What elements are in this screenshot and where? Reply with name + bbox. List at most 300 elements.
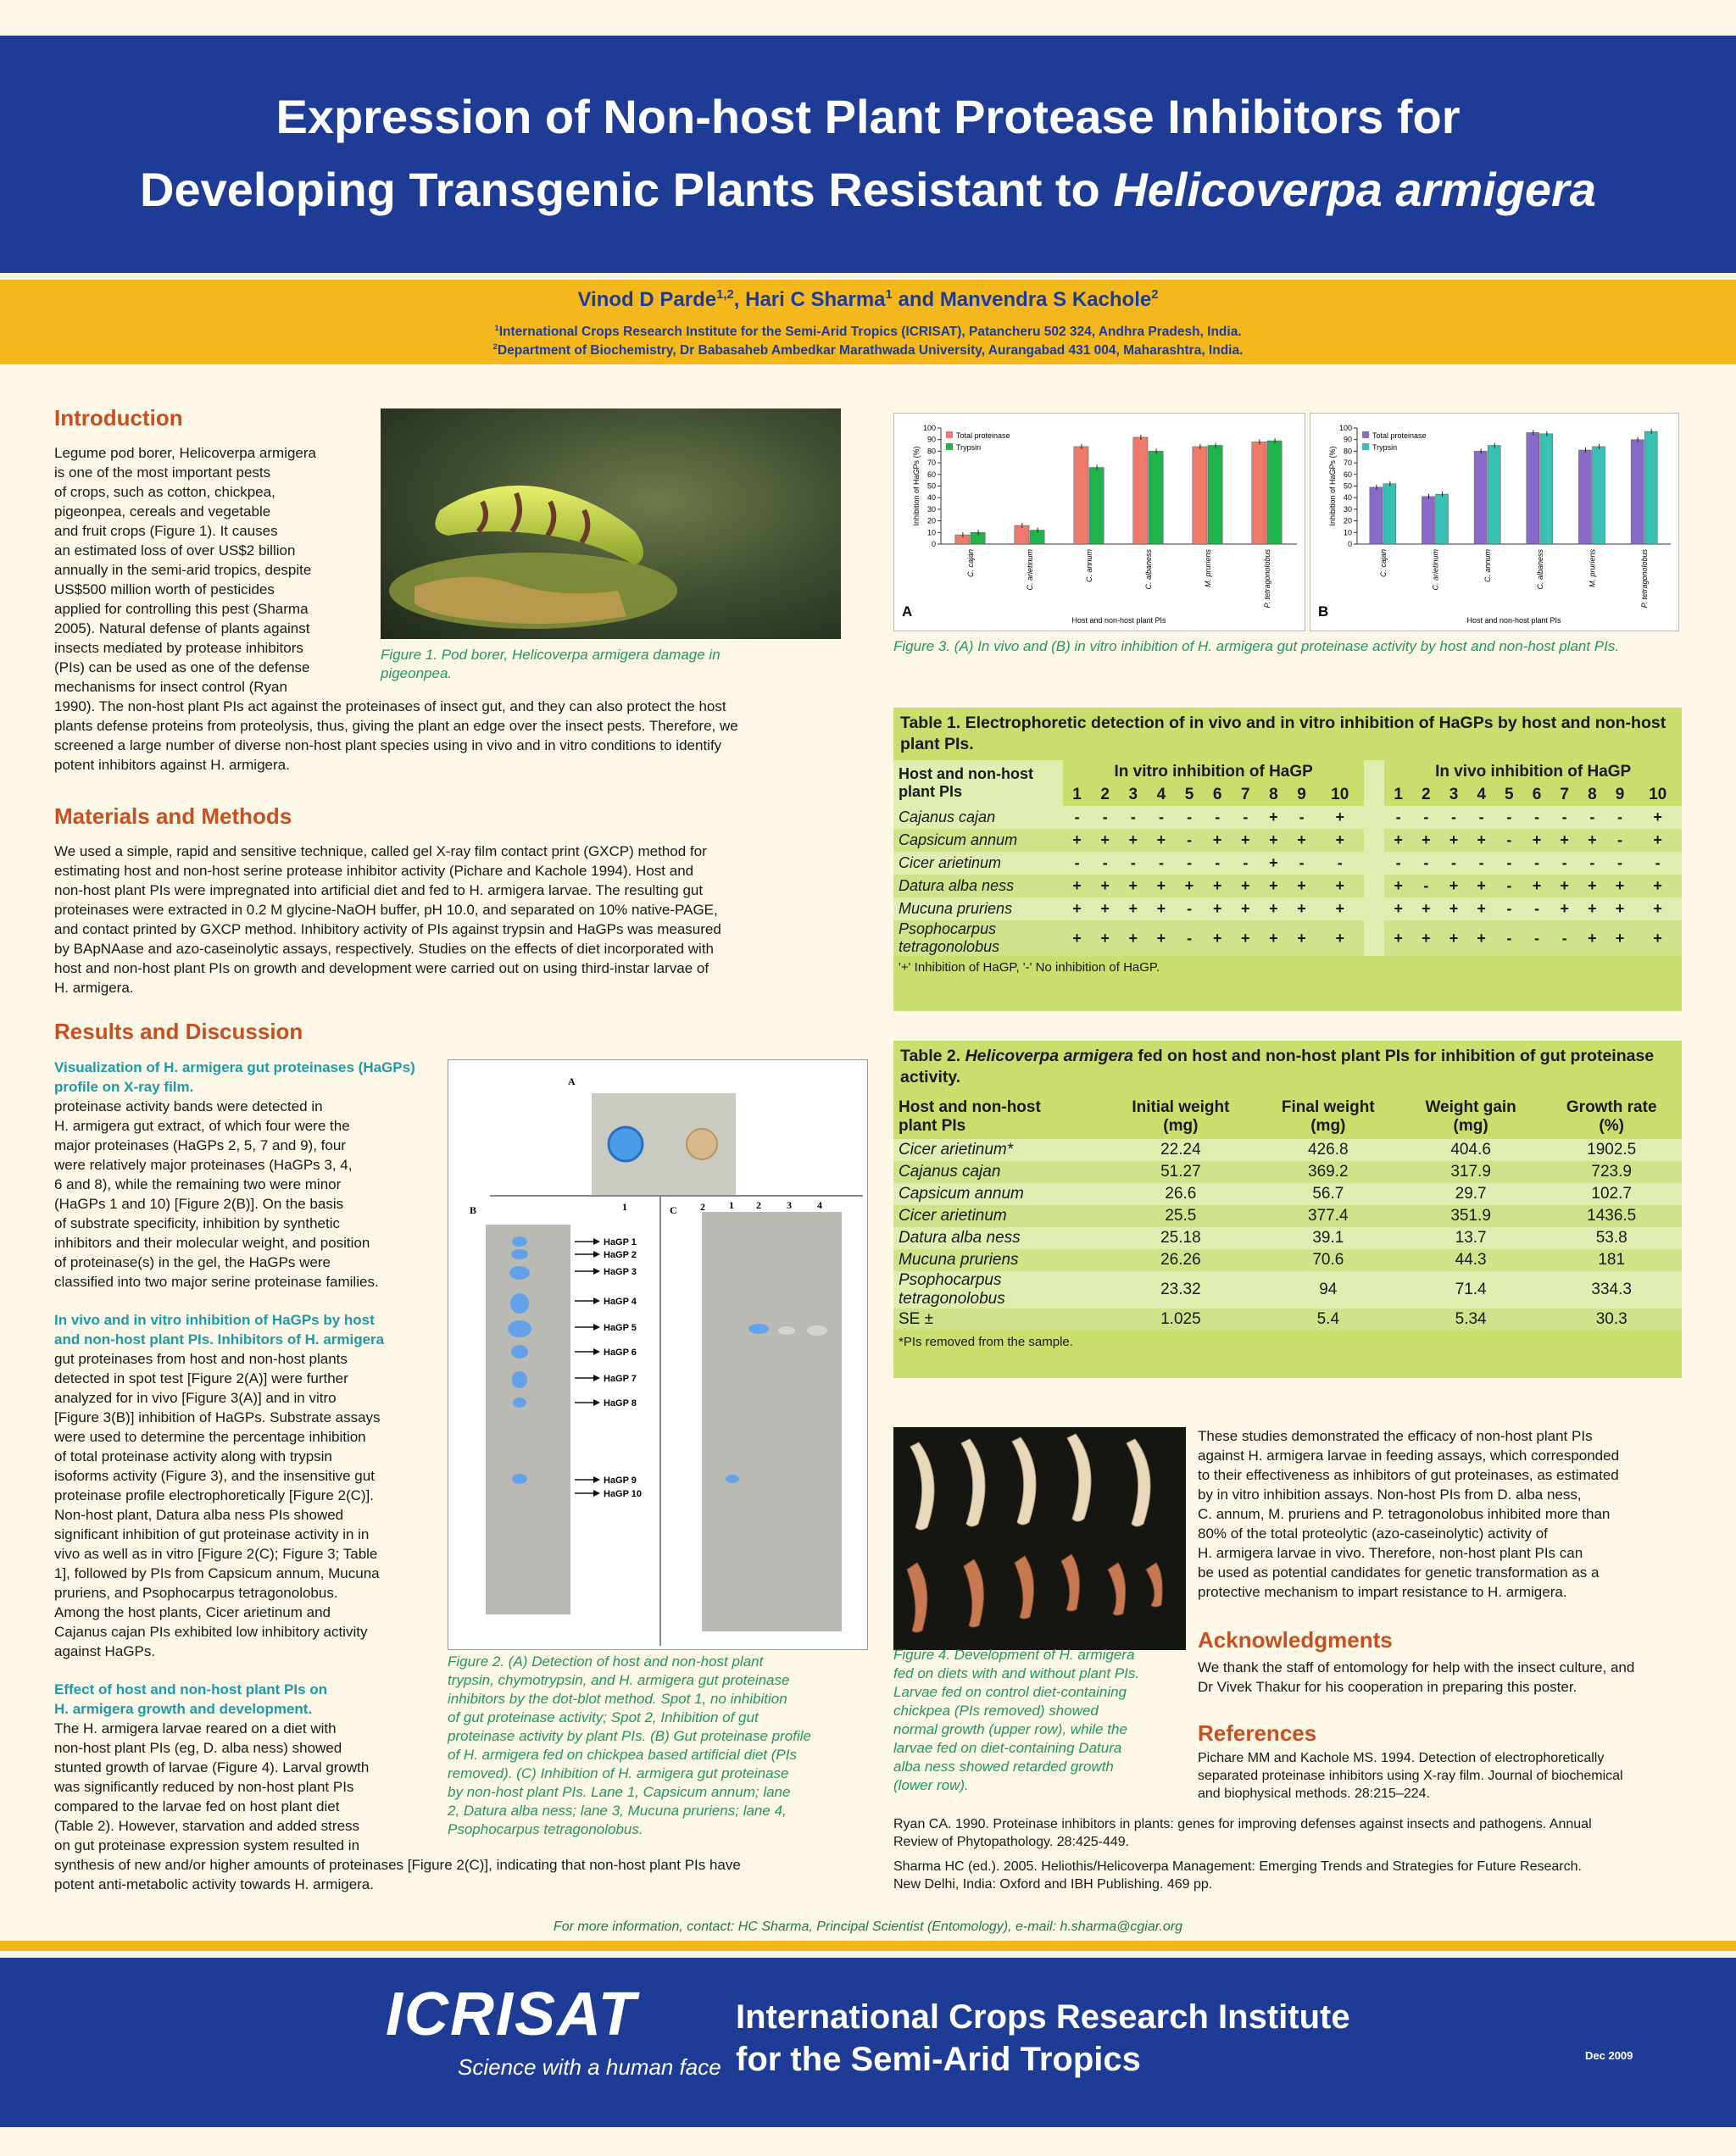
- chart-bar: [1133, 437, 1148, 544]
- results-p3-line: potent anti-metabolic activity towards H. armigera.: [54, 1876, 374, 1892]
- author-3-sup: 2: [1151, 288, 1159, 302]
- chart-bar: [971, 532, 985, 544]
- table-row: [893, 1139, 1682, 1161]
- author-2: Hari C Sharma: [745, 288, 886, 311]
- table2-header-line: (mg): [1163, 1117, 1199, 1135]
- table2-cell: 1436.5: [1541, 1205, 1682, 1227]
- table2-cell: Mucuna pruriens: [893, 1249, 1105, 1271]
- chart-legend-swatch: [946, 431, 953, 438]
- table1-cell: +: [1119, 920, 1147, 956]
- fig4-larvae-photo: [893, 1427, 1186, 1650]
- chart-bar: [1267, 441, 1282, 544]
- table-row: [893, 1183, 1682, 1205]
- footer-gold-stripe: [0, 1941, 1736, 1951]
- ref2-line: Ryan CA. 1990. Proteinase inhibitors in plants: genes for improving defenses against insects and pathogens. Annual: [893, 1817, 1592, 1831]
- chart-y-tick-label: 70: [1343, 458, 1352, 468]
- table1-cell: +: [1119, 897, 1147, 920]
- table1-cell: -: [1495, 852, 1523, 875]
- ref1-line: Pichare MM and Kachole MS. 1994. Detection of electrophoretically: [1198, 1751, 1605, 1765]
- table1-cell: +: [1288, 920, 1316, 956]
- conclusion-line: protective mechanism to impart resistance to H. armigera.: [1198, 1584, 1567, 1600]
- table1-cell: -: [1147, 852, 1175, 875]
- chart-bar: [1193, 447, 1207, 544]
- table1-cell: +: [1232, 829, 1260, 852]
- ref-2: [893, 1815, 1690, 1851]
- table1-cell: +: [1316, 829, 1364, 852]
- chart-y-tick-label: 100: [922, 424, 936, 432]
- table1-cell: -: [1176, 920, 1204, 956]
- chart-x-tick-label: M. pruriens: [1204, 549, 1212, 588]
- table1-cell: -: [1578, 852, 1606, 875]
- results-p2-line: analyzed for in vivo [Figure 3(A)] and in vitro: [54, 1390, 337, 1406]
- table1-cell: -: [1063, 806, 1091, 829]
- table1-cell: +: [1063, 875, 1091, 897]
- table1-cell: -: [1523, 920, 1551, 956]
- table1-cell: +: [1288, 829, 1316, 852]
- table1-cell: +: [1467, 829, 1495, 852]
- fig2-caption-line: removed). (C) Inhibition of H. armigera gut proteinase: [448, 1765, 789, 1781]
- chart-y-tick-label: 60: [1343, 470, 1352, 479]
- fig2-lane-label: 4: [817, 1199, 822, 1211]
- affil-2-sup: 2: [492, 342, 498, 352]
- results-p2-line: against HaGPs.: [54, 1643, 156, 1659]
- chart-bar: [1149, 451, 1163, 544]
- table1-cell: -: [1495, 806, 1523, 829]
- affil-2-text: Department of Biochemistry, Dr Babasaheb Ambedkar Marathwada University, Aurangabad 431 004, Maharashtra, India.: [497, 343, 1244, 358]
- chart-bar: [1474, 451, 1487, 544]
- results-p2-line: In vivo and in vitro inhibition of HaGPs by host: [54, 1312, 375, 1328]
- table-row: [893, 1249, 1682, 1271]
- results-p1-line: proteinase activity bands were detected in: [54, 1098, 323, 1114]
- table1-cell: +: [1578, 829, 1606, 852]
- poster-date: Dec 2009: [1585, 2049, 1633, 2062]
- table2-header-line: Weight gain: [1425, 1098, 1516, 1116]
- table1-col-num: 7: [1560, 785, 1569, 803]
- intro-line: applied for controlling this pest (Sharma: [54, 601, 309, 617]
- fig4-caption-line: larvae fed on diet-containing Datura: [893, 1740, 1122, 1756]
- table2-cell: 71.4: [1400, 1271, 1542, 1309]
- table1-cell: -: [1288, 806, 1316, 829]
- fig4-caption: [893, 1646, 1199, 1795]
- fig2-caption: [448, 1653, 871, 1839]
- fig2-caption-line: inhibitors by the dot-blot method. Spot 1, no inhibition: [448, 1691, 787, 1707]
- poster-title: [0, 81, 1736, 226]
- fig2-caption-line: 2, Datura alba ness; lane 3, Mucuna pruriens; lane 4,: [448, 1803, 787, 1819]
- table1-cell: -: [1440, 852, 1468, 875]
- methods-body: [54, 842, 851, 997]
- conclusion-line: C. annum, M. pruriens and P. tetragonolobus inhibited more than: [1198, 1506, 1611, 1522]
- fig2-band-label: HaGP 3: [604, 1267, 637, 1277]
- table2-cell: 29.7: [1400, 1183, 1542, 1205]
- institute-name-2: for the Semi-Arid Tropics: [736, 2041, 1141, 2078]
- affiliation-2: [0, 342, 1736, 358]
- table1-cell: +: [1467, 875, 1495, 897]
- table1-col-num: 1: [1394, 785, 1403, 803]
- results-p3-wide: [54, 1855, 868, 1894]
- chart-x-tick-label: C. annum: [1085, 549, 1093, 583]
- authors: [0, 288, 1736, 312]
- table1-cell: -: [1523, 852, 1551, 875]
- icrisat-logo: ICRISAT: [386, 1981, 637, 2048]
- results-p1: [54, 1058, 444, 1292]
- table1-cell: -: [1119, 852, 1147, 875]
- table-row: [893, 829, 1682, 852]
- chart-bar: [1436, 494, 1449, 544]
- results-p1-line: (HaGPs 1 and 10) [Figure 2(B)]. On the basis: [54, 1196, 344, 1212]
- chart-x-label: Host and non-host plant PIs: [1466, 616, 1561, 625]
- table1-cell: -: [1606, 829, 1634, 852]
- intro-line: 1990). The non-host plant PIs act against the proteinases of insect gut, and they can also protect the host: [54, 698, 726, 714]
- table2-cell: Capsicum annum: [893, 1183, 1105, 1205]
- icrisat-tagline: Science with a human face: [458, 2054, 721, 2080]
- results-p2-line: [Figure 3(B)] inhibition of HaGPs. Substrate assays: [54, 1409, 381, 1425]
- results-p1-line: H. armigera gut extract, of which four were the: [54, 1118, 350, 1134]
- table1-cell: -: [1467, 852, 1495, 875]
- intro-line: pigeonpea, cereals and vegetable: [54, 503, 271, 520]
- fig2-lane-label: 3: [787, 1199, 792, 1211]
- table2-cell: 102.7: [1541, 1183, 1682, 1205]
- results-p3-line: (Table 2). However, starvation and added stress: [54, 1818, 360, 1834]
- intro-line: insects mediated by protease inhibitors: [54, 640, 303, 656]
- chart-x-tick-label: M. pruriens: [1588, 549, 1597, 588]
- table2-header-line: Host and non-host: [899, 1098, 1041, 1116]
- table1-cell: -: [1176, 806, 1204, 829]
- table1-col-num: 9: [1297, 785, 1306, 803]
- chart-bar: [1540, 434, 1553, 544]
- table2-cell: 317.9: [1400, 1161, 1542, 1183]
- author-sep-1: ,: [733, 288, 746, 311]
- table1-cell: -: [1412, 806, 1440, 829]
- table2-header-line: plant PIs: [899, 1117, 966, 1135]
- methods-line: non-host plant PIs were impregnated into artificial diet and fed to H. armigera larvae. The resulting gut: [54, 882, 704, 898]
- table1-cell: -: [1606, 852, 1634, 875]
- table2-cell: 334.3: [1541, 1271, 1682, 1309]
- table1-cell: -: [1091, 852, 1119, 875]
- table2-cell: 377.4: [1256, 1205, 1400, 1227]
- ack-body: [1198, 1658, 1706, 1697]
- fig3b-chart: [1310, 413, 1679, 631]
- table1-cell: -: [1288, 852, 1316, 875]
- table1-cell: -: [1550, 920, 1578, 956]
- table1-cell: +: [1523, 875, 1551, 897]
- fig4-caption-line: (lower row).: [893, 1777, 969, 1793]
- table-row: [893, 897, 1682, 920]
- intro-line: Legume pod borer, Helicoverpa armigera: [54, 445, 317, 461]
- fig2-panel-a: A: [568, 1075, 576, 1087]
- table1-col-num: 3: [1128, 785, 1138, 803]
- table1-cell: +: [1550, 875, 1578, 897]
- table1-cell: -: [1147, 806, 1175, 829]
- author-1-sup: 1,2: [716, 288, 734, 302]
- table1: [893, 708, 1682, 1011]
- table1-cell: +: [1578, 920, 1606, 956]
- affil-1-text: International Crops Research Institute for the Semi-Arid Tropics (ICRISAT), Patancheru 502 324, Andhra Pradesh, India.: [498, 325, 1242, 340]
- table1-col-num: 6: [1532, 785, 1542, 803]
- fig2-band-label: HaGP 1: [604, 1237, 637, 1247]
- conclusion-line: 80% of the total proteolytic (azo-caseinolytic) activity of: [1198, 1525, 1548, 1542]
- table1-cell: -: [1119, 806, 1147, 829]
- chart-bar: [1631, 440, 1644, 544]
- chart-y-tick-label: 0: [1347, 540, 1352, 548]
- table1-cell: +: [1440, 875, 1468, 897]
- table2-cell: 1.025: [1105, 1309, 1256, 1331]
- table1-cell: -: [1495, 875, 1523, 897]
- chart-y-tick-label: 40: [1343, 493, 1352, 503]
- table1-cell: +: [1440, 897, 1468, 920]
- table2-cell: 94: [1256, 1271, 1400, 1309]
- table1-cell: +: [1412, 897, 1440, 920]
- fig2-caption-line: Psophocarpus tetragonolobus.: [448, 1821, 643, 1837]
- table1-cell: -: [1176, 897, 1204, 920]
- chart-bar: [1578, 450, 1591, 544]
- table2-cell: Cajanus cajan: [893, 1161, 1105, 1183]
- table1-cell: +: [1204, 897, 1232, 920]
- results-p2-line: gut proteinases from host and non-host plants: [54, 1351, 348, 1367]
- table1-cell: +: [1204, 920, 1232, 956]
- fig2-lane-label: 2: [756, 1199, 761, 1211]
- results-p2: [54, 1310, 444, 1661]
- table1-cell: +: [1467, 897, 1495, 920]
- table2-cell: 181: [1541, 1249, 1682, 1271]
- chart-y-label: Inhibition of HaGPs (%): [1328, 446, 1337, 526]
- fig2-band-label: HaGP 9: [604, 1475, 637, 1486]
- table2-header-line: Growth rate: [1566, 1098, 1657, 1116]
- results-p2-line: Among the host plants, Cicer arietinum and: [54, 1604, 331, 1620]
- table2-cell: 70.6: [1256, 1249, 1400, 1271]
- table1-cell: +: [1119, 829, 1147, 852]
- table1-cell: +: [1550, 897, 1578, 920]
- table1-col-num: 2: [1422, 785, 1431, 803]
- table1-cell: +: [1260, 852, 1288, 875]
- table2-header: [1400, 1095, 1542, 1139]
- table1-cell: -: [1316, 852, 1364, 875]
- table-row: [893, 806, 1682, 829]
- fig2-caption-line: trypsin, chymotrypsin, and H. armigera gut proteinase: [448, 1672, 790, 1688]
- table1-cell: -: [1495, 897, 1523, 920]
- fig2-band-label: HaGP 5: [604, 1323, 637, 1333]
- table1-footnote: '+' Inhibition of HaGP, '-' No inhibition of HaGP.: [893, 956, 1682, 979]
- fig2-band-label: HaGP 7: [604, 1374, 637, 1384]
- chart-bar: [1208, 446, 1222, 544]
- table1-cell: +: [1316, 806, 1364, 829]
- methods-line: proteinases were extracted in 0.2 M glycine-NaOH buffer, pH 10.0, and separated on 10% native-PAGE,: [54, 902, 718, 918]
- table1-col-num: 6: [1212, 785, 1222, 803]
- results-p3-line: stunted growth of larvae (Figure 4). Larval growth: [54, 1759, 370, 1775]
- table2-header-line: (mg): [1310, 1117, 1346, 1135]
- chart-bar: [1422, 497, 1434, 544]
- conclusion-line: against H. armigera larvae in feeding assays, which corresponded: [1198, 1448, 1620, 1464]
- table1-cell: +: [1440, 920, 1468, 956]
- table1-cell: -: [1523, 897, 1551, 920]
- chart-y-tick-label: 50: [1343, 481, 1352, 491]
- results-p1-line: of substrate specificity, inhibition by synthetic: [54, 1215, 341, 1231]
- chart-bar: [1527, 432, 1539, 544]
- chart-bar: [1370, 487, 1383, 544]
- contact-line: For more information, contact: HC Sharma, Principal Scientist (Entomology), e-mail: h.sharma@cgiar.org: [553, 1920, 1183, 1934]
- table1-group-invivo: In vivo inhibition of HaGP: [1435, 762, 1632, 781]
- table2-cell: 5.34: [1400, 1309, 1542, 1331]
- intro-line: (PIs) can be used as one of the defense: [54, 659, 310, 675]
- table-row: [893, 1309, 1682, 1331]
- table2-cell: Datura alba ness: [893, 1227, 1105, 1249]
- table1-cell: +: [1384, 829, 1412, 852]
- table1-cell: +: [1316, 897, 1364, 920]
- table2-cell: Cicer arietinum*: [893, 1139, 1105, 1161]
- author-sep-2: and: [892, 288, 940, 311]
- results-p2-line: significant inhibition of gut proteinase activity in in: [54, 1526, 370, 1542]
- methods-line: host and non-host plant PIs on growth and development were carried out on using third-instar larvae of: [54, 960, 709, 976]
- table1-col-num: 2: [1100, 785, 1110, 803]
- intro-line: annually in the semi-arid tropics, despite: [54, 562, 312, 578]
- fig4-caption-line: alba ness showed retarded growth: [893, 1759, 1114, 1775]
- table1-cell: +: [1260, 875, 1288, 897]
- table1-col-num: 8: [1588, 785, 1597, 803]
- table1-cell: -: [1412, 852, 1440, 875]
- table2-title: [893, 1041, 1682, 1088]
- fig1-photo: [381, 408, 841, 639]
- results-p2-line: and non-host plant PIs. Inhibitors of H. armigera: [54, 1331, 385, 1348]
- table1-cell: +: [1091, 875, 1119, 897]
- table2-cell: 25.5: [1105, 1205, 1256, 1227]
- results-p2-line: detected in spot test [Figure 2(A)] were further: [54, 1370, 348, 1386]
- methods-line: estimating host and non-host serine protease inhibitor activity (Pichare and Kachole 1994). Host and: [54, 863, 694, 879]
- chart-y-tick-label: 90: [1343, 435, 1352, 444]
- conclusion-line: H. armigera larvae in vivo. Therefore, non-host plant PIs can: [1198, 1545, 1583, 1561]
- ref1-line: and biophysical methods. 28:215–224.: [1198, 1786, 1430, 1801]
- chart-y-tick-label: 0: [931, 540, 936, 548]
- table1-cell: -: [1495, 829, 1523, 852]
- table1-plant: Capsicum annum: [893, 829, 1063, 852]
- table2-cell: 53.8: [1541, 1227, 1682, 1249]
- results-heading: Results and Discussion: [54, 1019, 303, 1044]
- table1-cell: -: [1440, 806, 1468, 829]
- table1-cell: +: [1063, 920, 1091, 956]
- affil-1-sup: 1: [494, 324, 499, 333]
- fig2-gels: [448, 1059, 868, 1650]
- intro-line: US$500 million worth of pesticides: [54, 581, 275, 597]
- ack-line: We thank the staff of entomology for help with the insect culture, and: [1198, 1659, 1635, 1675]
- table2-cell: 369.2: [1256, 1161, 1400, 1183]
- table2-header-line: Final weight: [1281, 1098, 1375, 1116]
- table1-plant: Psophocarpus tetragonolobus: [893, 920, 1063, 956]
- fig2-band-label: HaGP 6: [604, 1348, 637, 1358]
- table-row: [893, 1271, 1682, 1309]
- table1-cell: +: [1091, 920, 1119, 956]
- fig2-caption-line: proteinase activity by plant PIs. (B) Gut proteinase profile: [448, 1728, 811, 1744]
- table1-cell: +: [1147, 875, 1175, 897]
- fig2-band-label: HaGP 4: [604, 1297, 637, 1307]
- fig2-caption-line: by non-host plant PIs. Lane 1, Capsicum annum; lane: [448, 1784, 791, 1800]
- table2-header-line: Initial weight: [1132, 1098, 1230, 1116]
- results-p1-line: were relatively major proteinases (HaGPs 3, 4,: [54, 1157, 353, 1173]
- table2-cell: SE ±: [893, 1309, 1105, 1331]
- table1-cell: -: [1412, 875, 1440, 897]
- methods-line: H. armigera.: [54, 980, 134, 996]
- table1-cell: -: [1204, 852, 1232, 875]
- table1-cell: -: [1606, 806, 1634, 829]
- intro-line: and fruit crops (Figure 1). It causes: [54, 523, 278, 539]
- chart-y-tick-label: 80: [926, 447, 936, 456]
- table1-cell: +: [1232, 920, 1260, 956]
- table1-cell: +: [1606, 897, 1634, 920]
- results-p1-line: inhibitors and their molecular weight, and position: [54, 1235, 370, 1251]
- intro-line: is one of the most important pests: [54, 464, 271, 481]
- table2-header-line: (mg): [1453, 1117, 1488, 1135]
- table1-cell: -: [1523, 806, 1551, 829]
- table1-cell: +: [1523, 829, 1551, 852]
- table1-cell: +: [1440, 829, 1468, 852]
- table1-cell: +: [1288, 875, 1316, 897]
- table2-title-italic: Helicoverpa armigera: [965, 1047, 1133, 1065]
- table1-cell: +: [1578, 875, 1606, 897]
- table1-cell: +: [1260, 829, 1288, 852]
- table2-header: [1256, 1095, 1400, 1139]
- fig4-caption-line: fed on diets with and without plant PIs.: [893, 1665, 1140, 1681]
- table1-group-invitro: In vitro inhibition of HaGP: [1114, 762, 1313, 781]
- table1-col-num: 9: [1615, 785, 1625, 803]
- conclusion-line: These studies demonstrated the efficacy of non-host plant PIs: [1198, 1428, 1593, 1444]
- results-p3-line: The H. armigera larvae reared on a diet with: [54, 1720, 337, 1736]
- table2-cell: Psophocarpus tetragonolobus: [893, 1271, 1105, 1309]
- table1-cell: +: [1147, 829, 1175, 852]
- methods-line: We used a simple, rapid and sensitive technique, called gel X-ray film contact print (GXCP) method for: [54, 843, 707, 859]
- chart-y-tick-label: 20: [926, 516, 936, 525]
- intro-line: mechanisms for insect control (Ryan: [54, 679, 287, 695]
- chart-bar: [1030, 531, 1044, 544]
- table2-cell: 351.9: [1400, 1205, 1542, 1227]
- table2-cell: 44.3: [1400, 1249, 1542, 1271]
- table2-title-post: fed on host and non-host plant PIs for inhibition of gut proteinase activity.: [900, 1047, 1655, 1086]
- table1-cell: -: [1550, 806, 1578, 829]
- table1-col-num: 3: [1449, 785, 1459, 803]
- chart-y-tick-label: 10: [1343, 528, 1352, 537]
- fig2-band-label: HaGP 10: [604, 1489, 643, 1499]
- fig2-caption-line: of gut proteinase activity; Spot 2, Inhibition of gut: [448, 1709, 759, 1725]
- results-p3-line: was significantly reduced by non-host plant PIs: [54, 1779, 354, 1795]
- table1-col-num: 5: [1505, 785, 1514, 803]
- table2-cell: 51.27: [1105, 1161, 1256, 1183]
- table1-cell: +: [1260, 897, 1288, 920]
- table2-footnote: *PIs removed from the sample.: [893, 1331, 1682, 1353]
- table2-cell: 56.7: [1256, 1183, 1400, 1205]
- results-p2-line: isoforms activity (Figure 3), and the insensitive gut: [54, 1468, 375, 1484]
- table2-header: [893, 1095, 1105, 1139]
- intro-narrow: [54, 443, 376, 697]
- results-p3-line: on gut proteinase expression system resulted in: [54, 1837, 360, 1853]
- intro-line: an estimated loss of over US$2 billion: [54, 542, 296, 558]
- results-p2-line: Non-host plant, Datura alba ness PIs showed: [54, 1507, 344, 1523]
- affiliation-1: [0, 324, 1736, 340]
- table1-cell: +: [1260, 806, 1288, 829]
- ack-heading: Acknowledgments: [1198, 1627, 1393, 1653]
- table-row: [893, 1161, 1682, 1183]
- chart-panel-letter: B: [1318, 603, 1329, 620]
- intro-line: screened a large number of diverse non-host plant species using in vivo and in vitro conditions to identify: [54, 737, 722, 753]
- author-3: Manvendra S Kachole: [939, 288, 1152, 311]
- table2-cell: 426.8: [1256, 1139, 1400, 1161]
- table1-cell: -: [1176, 829, 1204, 852]
- methods-line: by BApNAase and azo-caseinolytic assays, respectively. Studies on the effects of diet incorporated with: [54, 941, 715, 957]
- table2-cell: 723.9: [1541, 1161, 1682, 1183]
- chart-x-tick-label: C. cajan: [966, 549, 975, 578]
- results-p2-line: pruriens, and Psophocarpus tetragonolobus.: [54, 1585, 338, 1601]
- results-p1-line: of proteinase(s) in the gel, the HaGPs were: [54, 1254, 331, 1270]
- table-row: [893, 852, 1682, 875]
- table1-cell: +: [1384, 897, 1412, 920]
- table2-cell: 22.24: [1105, 1139, 1256, 1161]
- conclusion-line: be used as potential candidates for genetic transformation as a: [1198, 1564, 1600, 1581]
- table1-cell: +: [1633, 920, 1682, 956]
